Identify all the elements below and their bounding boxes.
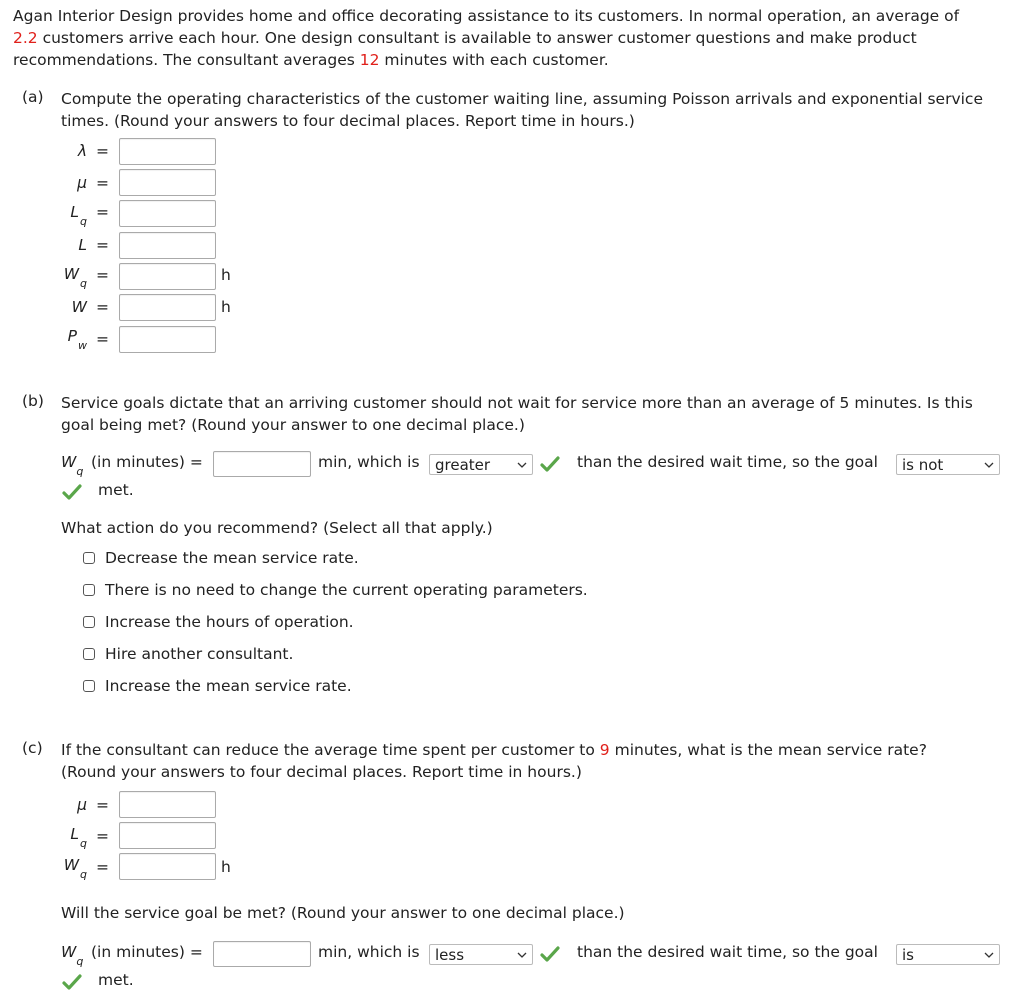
goal-question: Will the service goal be met? (Round your answer to one decimal place.)	[61, 904, 625, 922]
chevron-down-icon	[983, 945, 995, 966]
w-symbol: W	[71, 298, 87, 316]
problem-statement	[13, 5, 1013, 71]
action-question: What action do you recommend? (Select all that apply.)	[61, 519, 493, 537]
part-a-line1: Compute the operating characteristics of the customer waiting line, assuming Poisson arrivals and exponential service	[61, 90, 983, 108]
wq-symbol: $W_q$	[63, 265, 87, 291]
wq-minutes-label: (in minutes) =	[91, 943, 203, 961]
chevron-down-icon	[516, 945, 528, 966]
hours-unit: h	[221, 858, 231, 876]
mu-input[interactable]	[119, 169, 216, 196]
lq-input[interactable]	[119, 200, 216, 227]
part-a-question	[61, 88, 983, 132]
pw-input[interactable]	[119, 326, 216, 353]
part-c-line2: (Round your answers to four decimal places. Report time in hours.)	[61, 763, 582, 781]
mu-symbol: μ	[77, 796, 87, 814]
lambda-symbol: λ	[77, 142, 87, 160]
wq-input[interactable]	[119, 263, 216, 290]
l-symbol: L	[78, 236, 87, 254]
comparison-select-value: greater	[435, 456, 491, 474]
option-checkbox[interactable]	[83, 680, 95, 692]
hours-unit: h	[221, 266, 231, 284]
comparison-select[interactable]	[429, 454, 533, 475]
which-is-text: min, which is	[318, 943, 420, 961]
met-text: met.	[98, 481, 134, 499]
option-checkbox[interactable]	[83, 648, 95, 660]
checkmark-icon	[540, 456, 560, 472]
new-mu-input[interactable]	[119, 791, 216, 818]
checkmark-icon	[62, 484, 82, 500]
goal-select[interactable]	[896, 944, 1000, 965]
part-a-label: (a)	[22, 88, 44, 106]
equals-sign: =	[96, 174, 109, 192]
chevron-down-icon	[983, 455, 995, 476]
part-a-line2: times. (Round your answers to four decimal places. Report time in hours.)	[61, 112, 635, 130]
part-b-line2: goal being met? (Round your answer to one decimal place.)	[61, 416, 525, 434]
mu-symbol: μ	[77, 174, 87, 192]
reduced-minutes-value: 9	[599, 741, 610, 759]
wq-minutes-symbol: $W_q$	[61, 943, 84, 969]
part-c-line1b: minutes, what is the mean service rate?	[609, 741, 927, 759]
checkmark-icon	[540, 946, 560, 962]
which-is-text: min, which is	[318, 453, 420, 471]
equals-sign: =	[96, 266, 109, 284]
equals-sign: =	[96, 827, 109, 845]
lambda-input[interactable]	[119, 138, 216, 165]
goal-select-value: is	[902, 946, 914, 964]
option-label: Hire another consultant.	[105, 645, 294, 663]
intro-text-4: minutes with each customer.	[379, 51, 609, 69]
lq-symbol: $L_q$	[70, 203, 87, 229]
part-c-question	[61, 739, 927, 783]
met-text: met.	[98, 971, 134, 989]
part-c-line1a: If the consultant can reduce the average time spent per customer to	[61, 741, 600, 759]
arrival-rate-value: 2.2	[13, 29, 38, 47]
equals-sign: =	[96, 298, 109, 316]
equals-sign: =	[96, 796, 109, 814]
intro-text-2: customers arrive each hour. One design consultant is available to answer customer questions and make product	[37, 29, 917, 47]
hours-unit: h	[221, 298, 231, 316]
option-checkbox[interactable]	[83, 552, 95, 564]
comparison-select-value: less	[435, 946, 465, 964]
intro-text-1: Agan Interior Design provides home and office decorating assistance to its customers. In normal operation, an average of	[13, 7, 960, 25]
equals-sign: =	[96, 236, 109, 254]
lq-symbol: $L_q$	[70, 825, 87, 851]
part-b-line1: Service goals dictate that an arriving customer should not wait for service more than an average of 5 minutes. Is this	[61, 394, 973, 412]
chevron-down-icon	[516, 455, 528, 476]
option-checkbox[interactable]	[83, 616, 95, 628]
equals-sign: =	[96, 203, 109, 221]
new-wq-minutes-input[interactable]	[213, 941, 311, 967]
w-input[interactable]	[119, 294, 216, 321]
equals-sign: =	[96, 142, 109, 160]
wq-symbol: $W_q$	[63, 856, 87, 882]
goal-select-value: is not	[902, 456, 944, 474]
option-label: Decrease the mean service rate.	[105, 549, 359, 567]
new-lq-input[interactable]	[119, 822, 216, 849]
pw-symbol: $P_w$	[67, 327, 87, 353]
option-label: Increase the hours of operation.	[105, 613, 354, 631]
wq-minutes-input[interactable]	[213, 451, 311, 477]
than-desired-text: than the desired wait time, so the goal	[577, 453, 878, 471]
option-label: There is no need to change the current operating parameters.	[105, 581, 588, 599]
equals-sign: =	[96, 858, 109, 876]
than-desired-text: than the desired wait time, so the goal	[577, 943, 878, 961]
service-minutes-value: 12	[359, 51, 380, 69]
l-input[interactable]	[119, 232, 216, 259]
option-checkbox[interactable]	[83, 584, 95, 596]
part-c-label: (c)	[22, 739, 43, 757]
part-b-question	[61, 392, 973, 436]
checkmark-icon	[62, 974, 82, 990]
comparison-select[interactable]	[429, 944, 533, 965]
intro-text-3: recommendations. The consultant averages	[13, 51, 360, 69]
option-label: Increase the mean service rate.	[105, 677, 352, 695]
wq-minutes-symbol: $W_q$	[61, 453, 84, 479]
equals-sign: =	[96, 330, 109, 348]
new-wq-input[interactable]	[119, 853, 216, 880]
wq-minutes-label: (in minutes) =	[91, 453, 203, 471]
goal-select[interactable]	[896, 454, 1000, 475]
part-b-label: (b)	[22, 392, 44, 410]
